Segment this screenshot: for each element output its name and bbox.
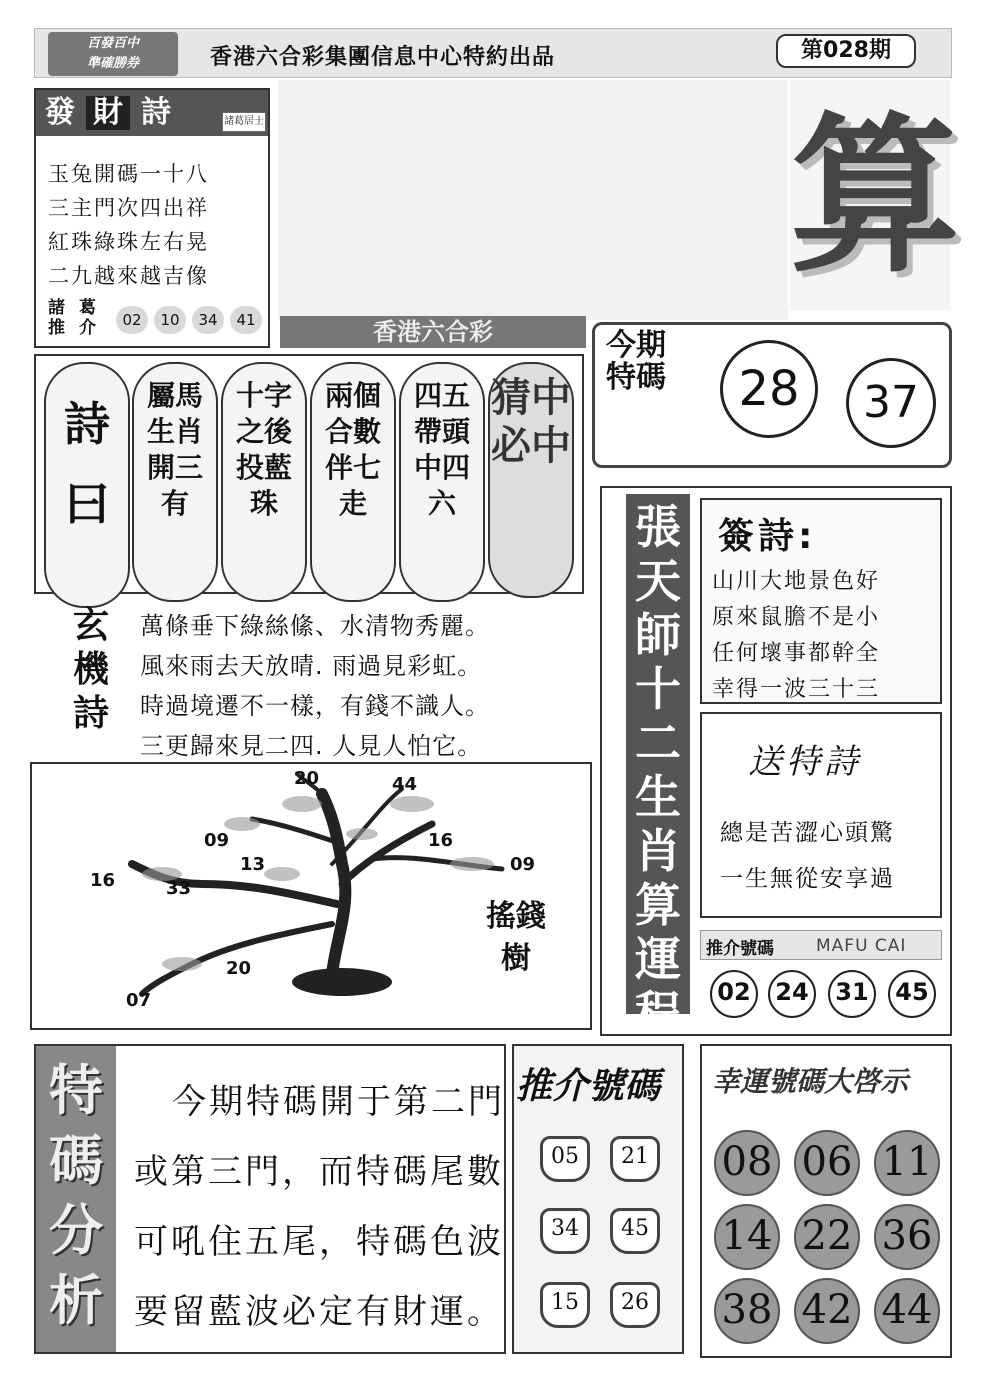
recommend-shield: 05 (540, 1136, 590, 1182)
lucky-number: 38 (714, 1278, 780, 1344)
recommend-number: 45 (888, 970, 936, 1018)
recommend-number: 24 (768, 970, 816, 1018)
title-char: 發 (45, 95, 75, 130)
tree-number: 09 (204, 830, 230, 851)
lucky-title: 幸運號碼大啓示 (712, 1065, 909, 1098)
gift-poem-title: 送特詩 (748, 742, 862, 782)
recommend-shield: 26 (610, 1282, 660, 1328)
slogan-badge (48, 32, 178, 76)
sign-poem-line: 任何壞事都幹全 (712, 641, 881, 666)
fortune-line: 玉兔開碼一十八 (48, 162, 209, 186)
sign-poem-line: 幸得一波三十三 (712, 677, 881, 702)
xuanji-label: 玄機詩 (72, 605, 109, 734)
issue-number: 第028期 (776, 34, 916, 68)
poem-column (310, 362, 396, 602)
blank-panel (278, 80, 788, 320)
poem-column (132, 362, 218, 602)
xuanji-line: 萬條垂下綠絲絛、水清物秀麗。 (140, 612, 490, 640)
slogan-line: 準確勝券 (86, 56, 139, 71)
fortune-line: 三主門次四出祥 (48, 196, 209, 220)
sign-poem-title: 簽詩: (718, 516, 817, 557)
tree-number: 20 (226, 958, 252, 979)
suan-character: 算 (790, 96, 961, 296)
recommend-label: 推介號碼 (706, 939, 774, 959)
tree-number: 16 (428, 830, 454, 851)
lucky-number: 11 (874, 1130, 940, 1196)
fortune-line: 紅珠綠珠左右晃 (48, 230, 209, 254)
fortune-number: 34 (192, 306, 224, 334)
special-number: 37 (846, 358, 936, 448)
tree-number: 07 (126, 990, 152, 1011)
recommend-title: 推介號碼 (516, 1066, 661, 1107)
zhang-label: 張天師十二生肖算運程 (635, 500, 681, 1040)
tree-number: 09 (510, 854, 536, 875)
xuanji-line: 三更歸來見二四. 人見人怕它。 (140, 732, 483, 760)
lucky-number: 22 (794, 1204, 860, 1270)
title-char: 詩 (141, 95, 171, 130)
analysis-line: 可吼住五尾，特碼色波 (134, 1222, 504, 1262)
lucky-number: 44 (874, 1278, 940, 1344)
recommend-number: 31 (828, 970, 876, 1018)
title-char: 財 (86, 96, 130, 130)
poem-column-text: 十字之後投藍珠 (235, 379, 292, 520)
guess-pill (488, 362, 574, 598)
analysis-label: 特碼分析 (49, 1059, 103, 1332)
recommend-shield: 45 (610, 1208, 660, 1254)
poem-column-text: 屬馬生肖開三有 (146, 379, 203, 520)
publisher-title: 香港六合彩集團信息中心特約出品 (210, 45, 556, 70)
fortune-number: 41 (230, 306, 262, 334)
lucky-number: 14 (714, 1204, 780, 1270)
recommend-shield: 15 (540, 1282, 590, 1328)
slogan-line: 百發百中 (86, 36, 139, 51)
special-number: 28 (720, 340, 818, 438)
poem-column-text: 四五帶頭中四六 (413, 379, 470, 520)
analysis-line: 要留藍波必定有財運。 (134, 1292, 504, 1332)
analysis-line: 或第三門，而特碼尾數 (134, 1152, 504, 1192)
poem-column (221, 362, 307, 602)
tree-number: 44 (392, 774, 418, 795)
fortune-number: 10 (154, 306, 186, 334)
fortune-poem-title (36, 90, 268, 136)
gift-poem-line: 一生無從安享過 (720, 866, 895, 892)
fortune-number: 02 (116, 306, 148, 334)
gift-poem-line: 總是苦澀心頭驚 (720, 820, 895, 846)
sign-poem-line: 原來鼠膽不是小 (712, 605, 881, 630)
this-issue-label: 今期特碼 (606, 328, 666, 395)
money-tree-title: 搖錢樹 (486, 899, 546, 976)
analysis-line: 今期特碼開于第二門 (172, 1082, 505, 1122)
lucky-number: 06 (794, 1130, 860, 1196)
hk-lottery-banner: 香港六合彩 (280, 316, 586, 348)
lucky-number: 42 (794, 1278, 860, 1344)
xuanji-line: 時過境遷不一樣，有錢不識人。 (140, 692, 490, 720)
poem-say-title (44, 362, 130, 608)
tree-number: 13 (240, 854, 266, 875)
recommend-number: 02 (710, 970, 758, 1018)
recommend-shield: 34 (540, 1208, 590, 1254)
poem-say-title-text: 詩曰 (64, 397, 110, 531)
fortune-poem-box (34, 88, 270, 348)
tree-number: 33 (166, 878, 192, 899)
poem-column-text: 兩個合數伴七走 (324, 379, 381, 520)
fortune-rec-label: 諸葛推介 (48, 298, 110, 338)
tree-number: 20 (294, 768, 320, 789)
brand-text: MAFU CAI (816, 936, 907, 956)
xuanji-line: 風來雨去天放晴. 雨過見彩虹。 (140, 652, 483, 680)
fortune-author: 諸葛居士 (222, 112, 266, 132)
poem-column (399, 362, 485, 602)
lucky-number: 36 (874, 1204, 940, 1270)
guess-text: 猜中必中 (491, 374, 571, 469)
recommend-shield: 21 (610, 1136, 660, 1182)
fortune-line: 二九越來越吉像 (48, 264, 209, 288)
tree-number: 16 (90, 870, 116, 891)
lucky-number: 08 (714, 1130, 780, 1196)
sign-poem-line: 山川大地景色好 (712, 569, 881, 594)
